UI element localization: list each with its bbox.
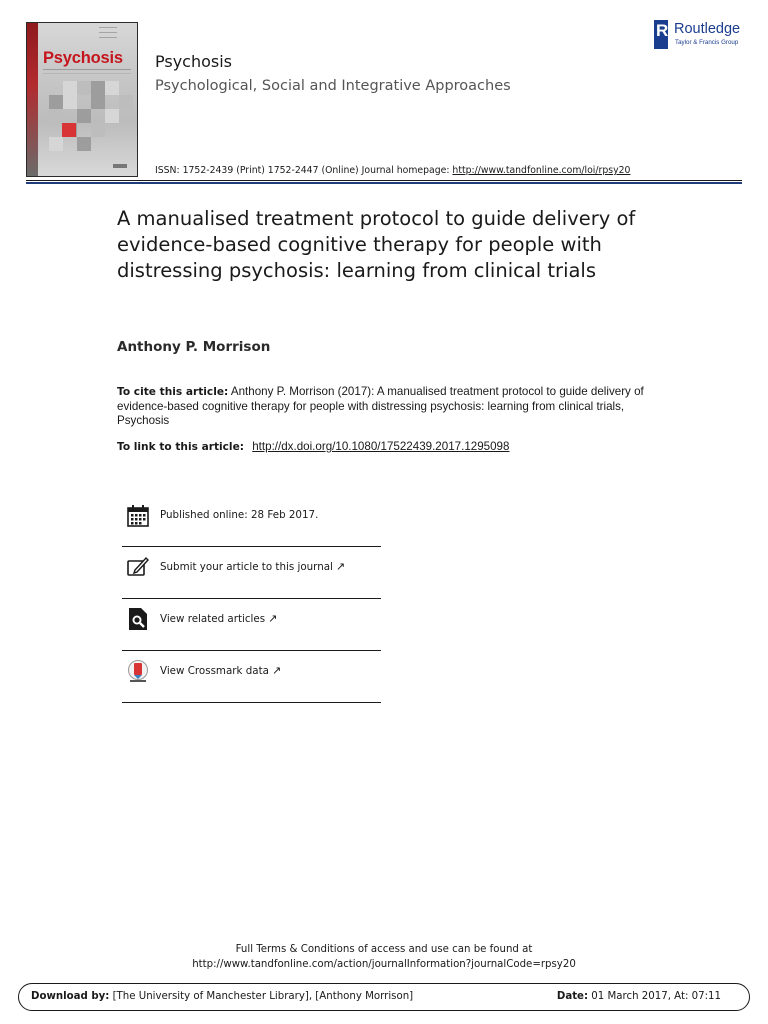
related-articles-link[interactable]: View related articles ↗ xyxy=(160,612,278,625)
cover-tile xyxy=(91,95,105,109)
routledge-logo xyxy=(654,20,749,50)
cite-label: To cite this article: xyxy=(117,386,229,398)
cover-spine xyxy=(27,23,38,176)
cover-tile xyxy=(49,109,63,123)
cover-tile xyxy=(77,137,91,151)
header-divider xyxy=(26,180,742,181)
issn-line xyxy=(155,165,630,176)
journal-name: Psychosis xyxy=(155,52,233,71)
cover-title: Psychosis xyxy=(43,49,123,67)
external-link-icon: ↗ xyxy=(268,612,278,625)
cover-tile xyxy=(49,95,63,109)
cover-publisher-logo xyxy=(113,164,127,168)
cover-subtitle-band xyxy=(43,69,131,74)
published-online-row xyxy=(122,496,381,547)
publisher-subname: Taylor & Francis Group xyxy=(675,39,739,46)
terms-url[interactable]: http://www.tandfonline.com/action/journalInformation?journalCode=rpsy20 xyxy=(192,959,576,970)
cover-tile xyxy=(105,109,119,123)
edit-icon xyxy=(126,555,150,579)
journal-cover-image xyxy=(26,22,138,177)
terms-line: Full Terms & Conditions of access and use can be found at xyxy=(235,944,533,955)
citation-block xyxy=(117,385,677,429)
external-link-icon: ↗ xyxy=(271,664,282,677)
download-date: Date: 01 March 2017, At: 07:11 xyxy=(556,991,721,1002)
cover-tile xyxy=(119,95,133,109)
article-link-block xyxy=(117,440,509,453)
doi-link[interactable]: http://dx.doi.org/10.1080/17522439.2017.1295098 xyxy=(252,440,510,453)
external-link-icon: ↗ xyxy=(335,560,346,573)
download-info-bar xyxy=(18,983,750,1011)
routledge-mark-icon: R xyxy=(654,20,668,49)
journal-homepage-link[interactable]: http://www.tandfonline.com/loi/rpsy20 xyxy=(452,165,631,176)
cover-tile xyxy=(105,81,119,95)
publisher-name: Routledge xyxy=(674,21,741,37)
cover-tile xyxy=(91,81,105,95)
cover-tile xyxy=(91,123,105,137)
calendar-icon xyxy=(126,504,150,528)
cover-rule xyxy=(99,37,117,38)
terms-notice xyxy=(0,942,768,972)
cover-tile xyxy=(77,109,91,123)
journal-subtitle: Psychological, Social and Integrative Approaches xyxy=(155,78,511,94)
header-divider-accent xyxy=(26,182,742,184)
submit-article-link[interactable]: Submit your article to this journal ↗ xyxy=(160,560,346,573)
cover-rule xyxy=(99,27,117,28)
link-label: To link to this article: xyxy=(117,441,244,453)
submit-article-row[interactable] xyxy=(122,547,381,599)
search-document-icon xyxy=(126,607,150,631)
cover-tile xyxy=(49,137,63,151)
article-title: A manualised treatment protocol to guide delivery of evidence-based cognitive therapy for people with distressing psychosis: learning from clinical trials xyxy=(117,207,636,282)
download-by: Download by: [The University of Manchester Library], [Anthony Morrison] xyxy=(31,991,414,1002)
cite-text: Anthony P. Morrison (2017): A manualised treatment protocol to guide delivery of evidence-based cognitive therapy for people with distressing psychosis: learning from clinical trials, Psychosis xyxy=(117,385,644,427)
crossmark-link[interactable]: View Crossmark data ↗ xyxy=(160,664,282,677)
crossmark-row[interactable] xyxy=(122,651,381,703)
published-online-text: Published online: 28 Feb 2017. xyxy=(160,509,319,521)
article-author: Anthony P. Morrison xyxy=(117,339,271,355)
related-articles-row[interactable] xyxy=(122,599,381,651)
cover-tile xyxy=(63,81,77,95)
cover-rule xyxy=(99,32,117,33)
crossmark-icon xyxy=(126,659,150,683)
issn-text: ISSN: 1752-2439 (Print) 1752-2447 (Online) Journal homepage: xyxy=(155,165,453,176)
cover-tile-red xyxy=(62,123,76,137)
cover-tile xyxy=(63,95,77,109)
article-action-list xyxy=(122,496,381,703)
cover-tile xyxy=(77,81,91,95)
